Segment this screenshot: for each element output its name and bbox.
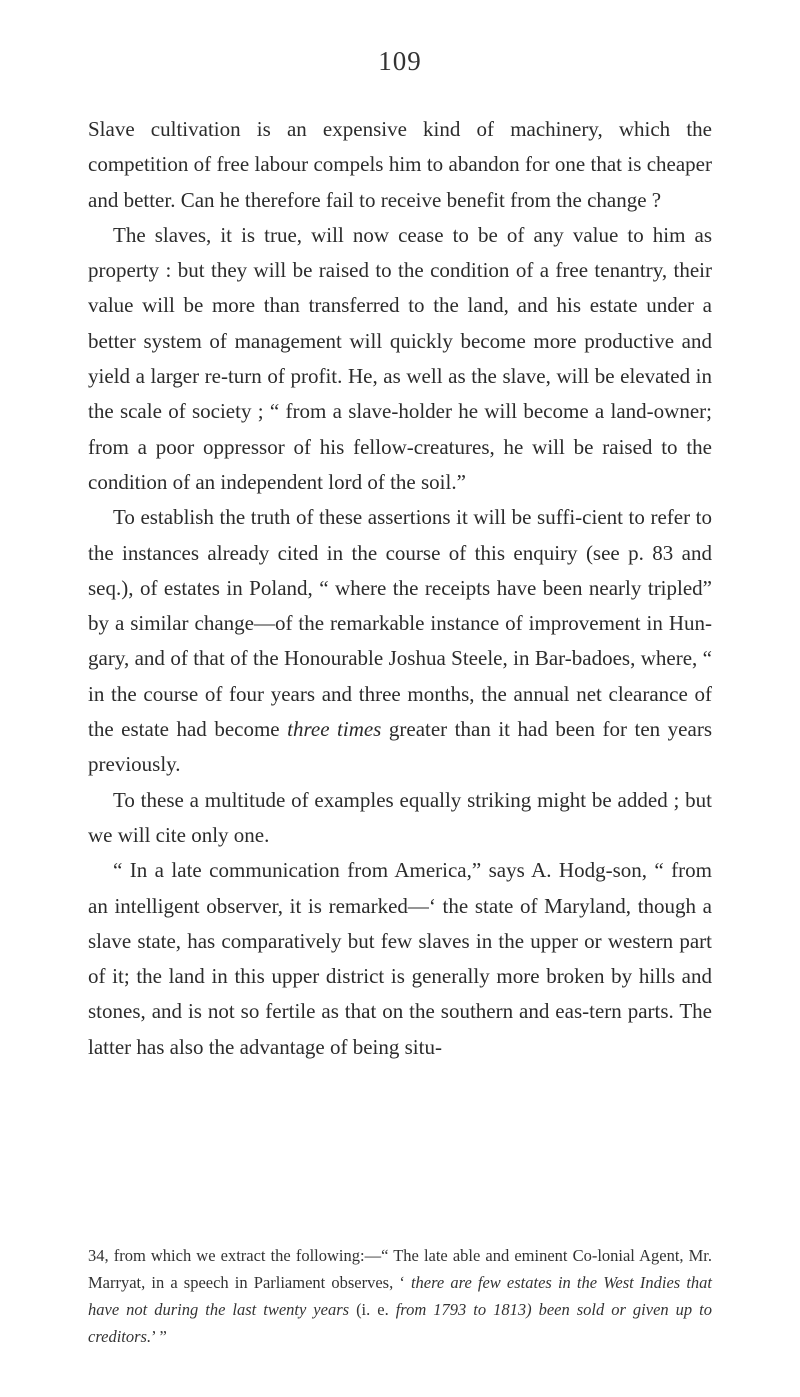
footnote-text-run: ’ ” xyxy=(151,1327,167,1346)
paragraph xyxy=(88,853,712,1065)
text-run: “ In a late communication from America,” says A. Hodg-son, “ from an intelligent observer, it is remarked—‘ the state of Maryland, though a slave state, has comparatively but few slaves in the upper or western part of it; the land in this upper district is generally more broken by hills and stones, and is not so fertile as that on the southern and eas-tern parts. The latter has also the advantage of being situ- xyxy=(88,858,712,1059)
footnote-paragraph xyxy=(88,1242,712,1350)
body-text xyxy=(88,112,712,1065)
footnote-text-run: (i. e. xyxy=(349,1300,396,1319)
footnote-text-run: 34, from which we extract the following:—“ The late able and eminent Co-lonial Agent, Mr. Marryat, in a speech in Parliament observes, ‘ xyxy=(88,1246,712,1292)
paragraph xyxy=(88,500,712,782)
text-run: greater than it had been for ten years previously. xyxy=(88,717,712,777)
paragraph xyxy=(88,783,712,854)
paragraph xyxy=(88,112,712,218)
footnote xyxy=(88,1242,712,1350)
paragraph xyxy=(88,218,712,500)
text-run: To these a multitude of examples equally striking might be added ; but we will cite only one. xyxy=(88,787,712,847)
footnote-italic-text: there are few estates in the West Indies that have not during the last twenty years xyxy=(88,1273,712,1319)
page-number: 109 xyxy=(378,46,422,76)
text-run: Slave cultivation is an expensive kind of machinery, which the competition of free labour compels him to abandon for one that is cheaper and better. Can he therefore fail to receive benefit from the change ? xyxy=(88,117,712,212)
italic-text: three times xyxy=(287,717,382,742)
footnote-italic-text: from 1793 to 1813) been sold or given up to creditors. xyxy=(88,1300,713,1346)
text-run: To establish the truth of these assertions it will be suffi-cient to refer to the instances already cited in the course of this enquiry (see p. 83 and seq.), of estates in Poland, “ where the receipts have been nearly tripled” by a similar change—of the remarkable instance of improvement in Hun-gary, and of that of the Honourable Joshua Steele, in Bar-badoes, where, “ in the course of four years and three months, the annual net clearance of the estate had become xyxy=(88,505,712,742)
text-run: The slaves, it is true, will now cease to be of any value to him as property : but they will be raised to the condition of a free tenantry, their value will be more than transferred to the land, and his estate under a better system of management will quickly become more productive and yield a larger re-turn of profit. He, as well as the slave, will be elevated in the scale of society ; “ from a slave-holder he will become a land-owner; from a poor oppressor of his fellow-creatures, he will be raised to the condition of an independent lord of the soil.” xyxy=(88,222,712,494)
